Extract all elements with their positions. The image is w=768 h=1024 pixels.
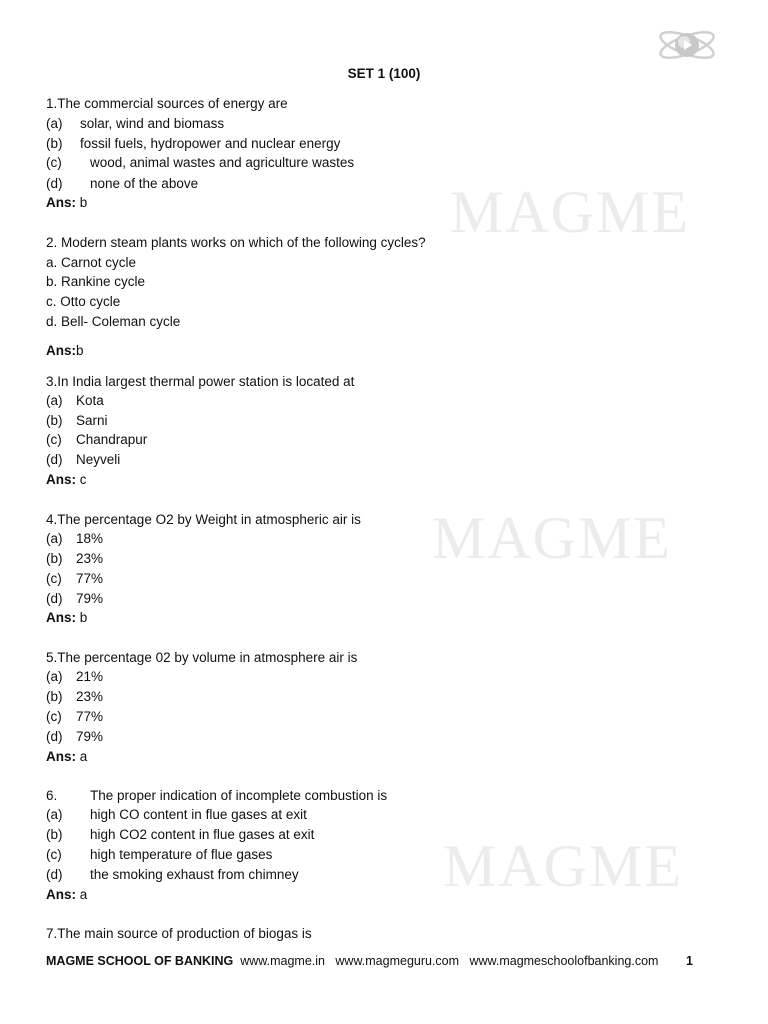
question-text: 5.The percentage 02 by volume in atmosphere air is xyxy=(46,650,358,665)
option: (c) wood, animal wastes and agriculture wastes xyxy=(46,155,355,170)
option: c. Otto cycle xyxy=(46,294,121,309)
question-text: 3.In India largest thermal power station is located at xyxy=(46,374,355,389)
answer: Ans: a xyxy=(46,749,88,764)
magme-logo-icon xyxy=(656,24,718,66)
option: (c) 77% xyxy=(46,709,104,724)
option: (c) Chandrapur xyxy=(46,432,148,447)
option: (d) Neyveli xyxy=(46,452,121,467)
question-text: 7.The main source of production of biogas is xyxy=(46,926,312,941)
option: (b) Sarni xyxy=(46,413,108,428)
option: d. Bell- Coleman cycle xyxy=(46,314,181,329)
set-title: SET 1 (100) xyxy=(347,66,421,81)
answer: Ans: c xyxy=(46,472,87,487)
option: (a) Kota xyxy=(46,393,104,408)
answer: Ans: a xyxy=(46,887,88,902)
option: (b) high CO2 content in flue gases at exit xyxy=(46,827,315,842)
option: a. Carnot cycle xyxy=(46,255,137,270)
option: (d) 79% xyxy=(46,729,104,744)
option: b. Rankine cycle xyxy=(46,274,146,289)
option: (b) 23% xyxy=(46,689,104,704)
option: (c) 77% xyxy=(46,571,104,586)
option: (d) none of the above xyxy=(46,176,199,191)
watermark: MAGME xyxy=(443,833,684,899)
answer: Ans: b xyxy=(46,610,88,625)
question-text: 2. Modern steam plants works on which of the following cycles? xyxy=(46,235,426,250)
option: (b) 23% xyxy=(46,551,104,566)
footer xyxy=(46,954,696,968)
question-text: 6. The proper indication of incomplete combustion is xyxy=(46,788,388,803)
answer: Ans:b xyxy=(46,343,84,358)
option: (d) 79% xyxy=(46,591,104,606)
watermark: MAGME xyxy=(432,505,673,571)
option: (a) 18% xyxy=(46,531,104,546)
question-text: 1.The commercial sources of energy are xyxy=(46,96,288,111)
option: (a) 21% xyxy=(46,669,104,684)
footer-school: MAGME SCHOOL OF BANKING xyxy=(46,954,234,968)
option: (a) solar, wind and biomass xyxy=(46,116,225,131)
answer: Ans: b xyxy=(46,195,88,210)
footer-links[interactable]: www.magme.in www.magmeguru.com www.magmeschoolofbanking.com xyxy=(233,954,659,968)
watermark: MAGME xyxy=(450,179,691,245)
option: (b) fossil fuels, hydropower and nuclear energy xyxy=(46,136,341,151)
question-text: 4.The percentage O2 by Weight in atmospheric air is xyxy=(46,512,361,527)
option: (d) the smoking exhaust from chimney xyxy=(46,867,299,882)
option: (a) high CO content in flue gases at exit xyxy=(46,807,307,822)
page-number: 1 xyxy=(686,954,693,968)
option: (c) high temperature of flue gases xyxy=(46,847,273,862)
